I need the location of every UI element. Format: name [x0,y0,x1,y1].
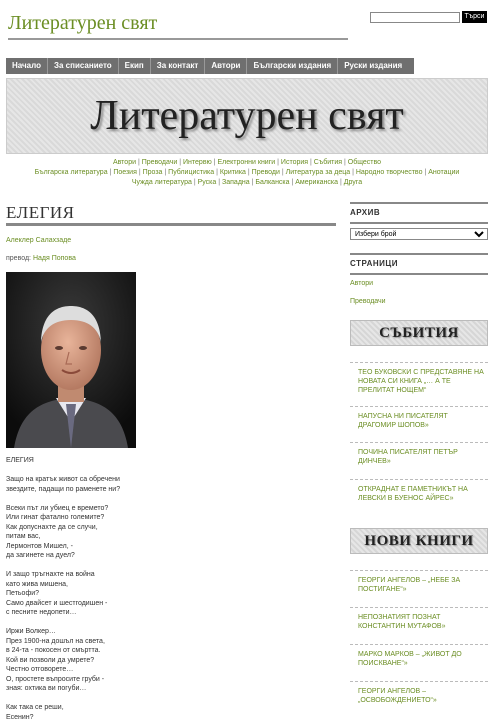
poem-line: зная: охтика ви погуби… [6,684,156,694]
poem-line: Лермонтов Мишел, - [6,542,156,552]
category-link[interactable]: Чужда литература [132,179,192,186]
poem-line: И защо тръгнахте на война [6,570,156,580]
nav-contact[interactable]: За контакт [151,58,206,74]
translator-line [6,255,76,262]
event-item[interactable]: ТЕО БУКОВСКИ С ПРЕДСТАВЯНЕ НА НОВАТА СИ КНИГА „… А ТЕ ПРЕЛИТАТ НОЩЕМ“ [350,362,488,400]
event-item[interactable]: ОТКРАДНАТ Е ПАМЕТНИКЪТ НА ЛЕВСКИ В БУЕНОС АЙРЕС» [350,479,488,508]
category-link[interactable]: Общество [348,159,381,166]
poem-line: Защо на кратък живот са обречени [6,475,156,485]
category-row-1: Автори | Преводачи | Интервю | Електронни книги | История | Събития | Общество [6,158,488,168]
sidebar-divider [350,273,488,275]
poem-line: звездите, падащи по раменете ни? [6,485,156,495]
archive-heading: АРХИВ [350,208,380,217]
category-link[interactable]: Поезия [113,169,137,176]
pages-heading: СТРАНИЦИ [350,259,398,268]
pages-link-authors[interactable]: Автори [350,280,373,287]
article-title: ЕЛЕГИЯ [6,203,75,223]
nav-bulgarian-editions[interactable]: Български издания [247,58,338,74]
poem-line: Кой ви позволи да умрете? [6,656,156,666]
category-link[interactable]: Събития [314,159,342,166]
books-heading: НОВИ КНИГИ [364,533,473,550]
book-item[interactable]: НЕПОЗНАТИЯТ ПОЗНАТ КОНСТАНТИН МУТАФОВ» [350,607,488,636]
search-button[interactable]: Търси [462,11,487,23]
poem-line: Или гинат фатално големите? [6,513,156,523]
poem-line: Как допуснахте да се случи, [6,523,156,533]
category-link[interactable]: Електронни книги [218,159,276,166]
search-input[interactable] [370,12,460,23]
category-link[interactable]: Публицистика [168,169,214,176]
category-row-2: Българска литература | Поезия | Проза | Публицистика | Критика | Преводи | Литература за деца | Народно творчество | Анотации [6,168,488,178]
book-item[interactable]: МАРКО МАРКОВ – „ЖИВОТ ДО ПОИСКВАНЕ“» [350,644,488,673]
translator-prefix: превод: [6,255,31,262]
category-link[interactable]: Анотации [428,169,459,176]
category-link[interactable]: Преводачи [142,159,178,166]
header-banner[interactable] [6,78,488,154]
book-item[interactable]: ГЕОРГИ АНГЕЛОВ – „ОСВОБОЖДЕНИЕТО“» [350,681,488,710]
translator-link[interactable]: Надя Попова [33,255,76,262]
nav-team[interactable]: Екип [119,58,151,74]
poem-line: в 24-та - покосен от смъртта. [6,646,156,656]
event-item[interactable]: НАПУСНА НИ ПИСАТЕЛЯТ ДРАГОМИР ШОПОВ» [350,406,488,435]
poem-line: Как така се реши, [6,703,156,713]
poem-line: Петьофи? [6,589,156,599]
poem-line: О, простете въпросите груби - [6,675,156,685]
event-item[interactable]: ПОЧИНА ПИСАТЕЛЯТ ПЕТЪР ДИНЧЕВ» [350,442,488,471]
main-nav [6,58,414,74]
category-link[interactable]: Критика [220,169,246,176]
category-link[interactable]: Народно творчество [356,169,423,176]
books-header [350,528,488,554]
category-link[interactable]: Балканска [255,179,289,186]
author-link[interactable]: Алеклер Салахзаде [6,237,71,244]
category-link[interactable]: Интервю [183,159,212,166]
poem-line: През 1900-на дошъл на света, [6,637,156,647]
sidebar-divider [350,202,488,204]
category-link[interactable]: Проза [143,169,163,176]
poem-title: ЕЛЕГИЯ [6,456,156,466]
poem-body [6,456,156,722]
events-header [350,320,488,346]
article-divider [6,223,336,226]
events-heading: СЪБИТИЯ [379,325,459,342]
sidebar-divider [350,222,488,224]
category-link[interactable]: Американска [295,179,338,186]
category-link[interactable]: Преводи [252,169,280,176]
nav-authors[interactable]: Автори [205,58,247,74]
category-link[interactable]: Автори [113,159,136,166]
category-link[interactable]: Руска [198,179,217,186]
category-link[interactable]: Друга [344,179,362,186]
poem-line: Есенин? [6,713,156,722]
banner-title: Литературен свят [90,92,404,140]
poem-line: Всеки път ли убиец е времето? [6,504,156,514]
poem-line: Иржи Волкер… [6,627,156,637]
category-link[interactable]: Литература за деца [286,169,351,176]
category-link[interactable]: Западна [222,179,250,186]
author-photo [6,272,136,448]
pages-link-translators[interactable]: Преводачи [350,298,386,305]
poem-line: да загинете на дуел? [6,551,156,561]
site-title[interactable]: Литературен свят [8,12,157,35]
category-link[interactable]: История [281,159,308,166]
book-item[interactable]: ГЕОРГИ АНГЕЛОВ – „НЕБЕ ЗА ПОСТИГАНЕ“» [350,570,488,599]
nav-russian-editions[interactable]: Руски издания [338,58,408,74]
archive-select[interactable] [350,228,488,240]
poem-line: Честно отговорете… [6,665,156,675]
sidebar-divider [350,253,488,255]
category-link[interactable]: Българска литература [35,169,108,176]
title-divider [8,38,348,40]
poem-line: като жива мишена, [6,580,156,590]
poem-line: Само двайсет и шестгодишен - [6,599,156,609]
nav-about[interactable]: За списанието [48,58,119,74]
poem-line: с песните недопети… [6,608,156,618]
poem-line: питам вас, [6,532,156,542]
nav-home[interactable]: Начало [6,58,48,74]
category-row-3: Чужда литература | Руска | Западна | Балканска | Американска | Друга [6,178,488,188]
